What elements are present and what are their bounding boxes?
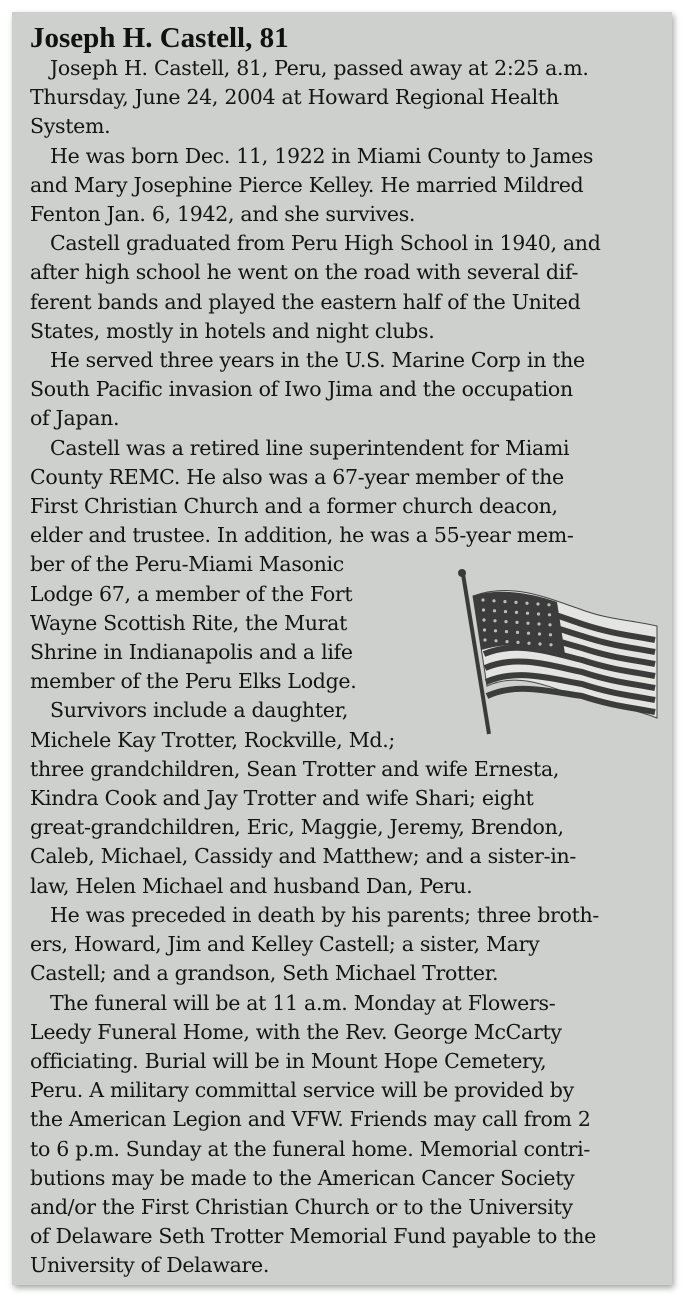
text-line: Shrine in Indianapolis and a life — [30, 640, 353, 665]
text-line: three grandchildren, Sean Trotter and wife Ernesta, — [30, 756, 560, 781]
newspaper-clipping — [12, 12, 672, 1285]
text-line: elder and trustee. In addition, he was a 55-year mem- — [30, 523, 574, 548]
text-line: Survivors include a daughter, — [50, 698, 349, 723]
text-line: butions may be made to the American Cancer Society — [30, 1165, 575, 1190]
text-line: Lodge 67, a member of the Fort — [30, 581, 353, 606]
text-line: He was born Dec. 11, 1922 in Miami County to James — [50, 143, 594, 168]
obituary-paragraph — [30, 54, 672, 142]
text-line: officiating. Burial will be in Mount Hope Cemetery, — [30, 1048, 547, 1073]
text-line: County REMC. He also was a 67-year member of the — [30, 464, 564, 489]
text-line: ers, Howard, Jim and Kelley Castell; a sister, Mary — [30, 932, 540, 957]
text-line: He was preceded in death by his parents; three broth- — [50, 902, 600, 927]
text-line: of Delaware Seth Trotter Memorial Fund payable to the — [30, 1224, 596, 1249]
text-line: and/or the First Christian Church or to the University — [30, 1194, 573, 1219]
text-line: ferent bands and played the eastern half of the United — [30, 289, 581, 314]
text-line: Fenton Jan. 6, 1942, and she survives. — [30, 202, 416, 227]
text-line: The funeral will be at 11 a.m. Monday at Flowers- — [50, 990, 556, 1015]
text-line: Thursday, June 24, 2004 at Howard Regional Health — [30, 85, 559, 110]
text-line: member of the Peru Elks Lodge. — [30, 669, 357, 694]
text-line: Joseph H. Castell, 81, Peru, passed away at 2:25 a.m. — [50, 56, 589, 80]
text-line: Michele Kay Trotter, Rockville, Md.; — [30, 727, 396, 752]
text-line: of Japan. — [30, 406, 120, 431]
text-line: law, Helen Michael and husband Dan, Peru. — [30, 873, 473, 898]
obituary-paragraph — [30, 989, 672, 1281]
obituary-paragraph — [30, 346, 672, 434]
obituary-headline: Joseph H. Castell, 81 — [30, 22, 289, 54]
american-flag-icon — [457, 568, 662, 738]
text-line: Leedy Funeral Home, with the Rev. George McCarty — [30, 1019, 562, 1044]
text-line: Castell was a retired line superintendent for Miami — [50, 435, 570, 460]
text-line: great-grandchildren, Eric, Maggie, Jeremy, Brendon, — [30, 815, 564, 840]
text-line: University of Delaware. — [30, 1253, 270, 1278]
text-line: South Pacific invasion of Iwo Jima and the occupation — [30, 377, 573, 402]
text-line: Castell graduated from Peru High School in 1940, and — [50, 231, 601, 256]
text-line: to 6 p.m. Sunday at the funeral home. Memorial contri- — [30, 1136, 590, 1161]
text-line: the American Legion and VFW. Friends may call from 2 — [30, 1107, 591, 1132]
text-line: Castell; and a grandson, Seth Michael Trotter. — [30, 961, 499, 986]
text-line: States, mostly in hotels and night clubs. — [30, 318, 435, 343]
text-line: System. — [30, 114, 111, 139]
obituary-paragraph — [30, 901, 672, 989]
text-line: after high school he went on the road with several dif- — [30, 260, 579, 285]
text-line: Wayne Scottish Rite, the Murat — [30, 610, 348, 635]
text-line: First Christian Church and a former church deacon, — [30, 494, 558, 519]
text-line: ber of the Peru-Miami Masonic — [30, 552, 344, 577]
obituary-paragraph — [30, 229, 672, 346]
text-line: Caleb, Michael, Cassidy and Matthew; and a sister-in- — [30, 844, 576, 869]
text-line: and Mary Josephine Pierce Kelley. He married Mildred — [30, 172, 584, 197]
text-line: He served three years in the U.S. Marine Corp in the — [50, 348, 585, 373]
obituary-paragraph — [30, 142, 672, 230]
text-line: Kindra Cook and Jay Trotter and wife Shari; eight — [30, 786, 534, 811]
text-line: Peru. A military committal service will be provided by — [30, 1078, 574, 1103]
